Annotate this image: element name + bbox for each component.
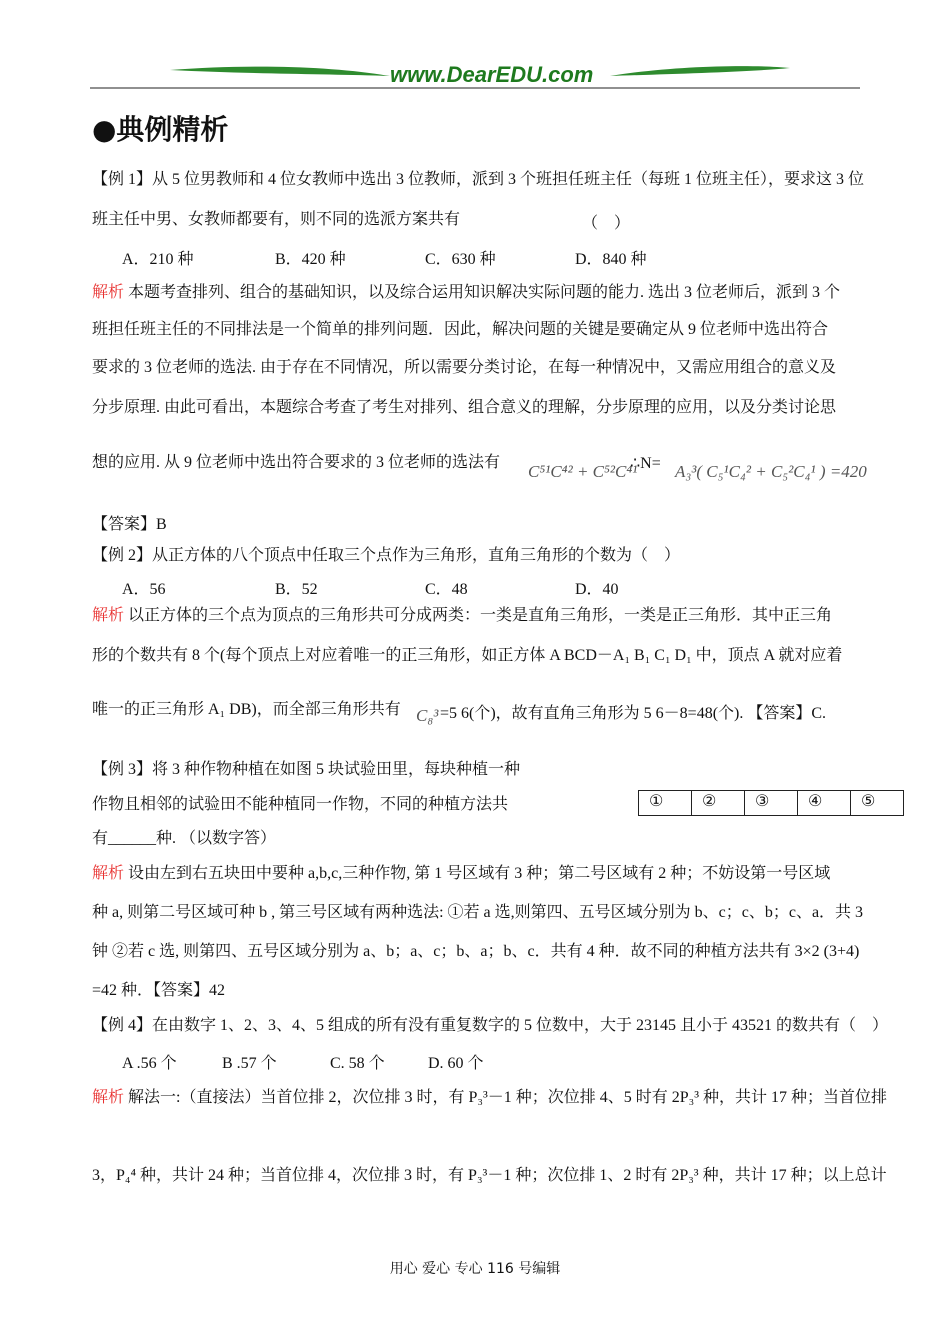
ex4-option-b: B .57 个 [222, 1055, 277, 1072]
ex4-option-c: C. 58 个 [330, 1055, 385, 1072]
ex3-line3: 有______种. （以数字答） [92, 830, 277, 847]
ex1-analysis-line1 [92, 283, 860, 303]
ex4-line1: 【例 4】在由数字 1、2、3、4、5 组成的所有没有重复数字的 5 位数中，大于 23145 且小于 43521 的数共有（ ） [92, 1017, 889, 1034]
section-title: ●典例精析 [92, 113, 229, 146]
analysis-label: 解析 [92, 1089, 125, 1106]
field-3: ③ [745, 791, 798, 816]
ex1-analysis-text1: 本题考查排列、组合的基础知识，以及综合运用知识解决实际问题的能力. 选出 3 位老师后，派到 3 个 [124, 284, 841, 301]
ex2-option-a: A．56 [122, 581, 166, 598]
field-5: ⑤ [851, 791, 904, 816]
analysis-label: 解析 [92, 865, 125, 882]
ex3-analysis-line3: 钟 ②若 c 选, 则第四、五号区域分别为 a、b；a、c；b、a；b、c．共有 4 种．故不同的种植方法共有 3×2 (3+4) [92, 943, 860, 960]
ex1-formula-a: C⁵¹C⁴² + C⁵²C⁴¹ [528, 462, 638, 481]
analysis-label: 解析 [92, 607, 125, 624]
ex4-analysis-text1: 解法一:（直接法）当首位排 2，次位排 3 时，有 P₃³－1 种；次位排 4、5 时有 2P₃³ 种，共计 17 种；当首位排 [124, 1089, 888, 1106]
ex3-analysis-line2: 种 a, 则第二号区域可种 b , 第三号区域有两种选法: ①若 a 选,则第四、五号区域分别为 b、c；c、b；c、a．共 3 [92, 904, 864, 921]
ex4-analysis-line2: 3，P₄⁴ 种，共计 24 种；当首位排 4，次位排 3 时，有 P₃³－1 种；次位排 1、2 时有 2P₃³ 种，共计 17 种；以上总计 [92, 1167, 887, 1184]
ex1-formula-b: A₃³( C₅¹C₄² + C₅²C₄¹ ) =420 [675, 462, 867, 481]
ex2-option-d: D．40 [575, 581, 619, 598]
ex1-answer: 【答案】B [92, 516, 167, 533]
ex1-paren: （ ） [582, 215, 631, 232]
field-4: ④ [798, 791, 851, 816]
ex2-analysis-line2: 形的个数共有 8 个(每个顶点上对应着唯一的正三角形，如正方体 A BCD－A₁ B₁ C₁ D₁ 中，顶点 A 就对应着 [92, 647, 843, 664]
field-table [638, 790, 904, 816]
field-2: ② [692, 791, 745, 816]
ex3-analysis-line4: =42 种．【答案】42 [92, 982, 226, 999]
ex1-therefore: ∴N= [630, 455, 661, 472]
ex1-option-b: B．420 种 [275, 251, 346, 268]
ex2-option-b: B．52 [275, 581, 318, 598]
ex1-line1: 【例 1】从 5 位男教师和 4 位女教师中选出 3 位教师，派到 3 个班担任班主任（每班 1 位班主任），要求这 3 位 [92, 171, 865, 188]
ex2-analysis-text1: 以正方体的三个点为顶点的三角形共可分成两类：一类是直角三角形，一类是正三角形．其中正三角 [124, 607, 833, 624]
analysis-label: 解析 [92, 284, 125, 301]
ex1-analysis-line4: 分步原理. 由此可看出，本题综合考查了考生对排列、组合意义的理解，分步原理的应用，以及分类讨论思 [92, 399, 837, 416]
ex2-c83: C₈³ [416, 706, 439, 725]
header-logo: www.DearEDU.com [390, 62, 594, 87]
ex3-line2: 作物且相邻的试验田不能种植同一作物，不同的种植方法共 [92, 796, 509, 813]
ex1-line2: 班主任中男、女教师都要有，则不同的选派方案共有 [92, 211, 461, 228]
page-footer: 用心 爱心 专心 116 号编辑 [389, 1261, 561, 1277]
ex1-option-d: D．840 种 [575, 251, 647, 268]
ex1-analysis-line2: 班担任班主任的不同排法是一个简单的排列问题．因此，解决问题的关键是要确定从 9 位老师中选出符合 [92, 321, 829, 338]
ex2-analysis-line1 [92, 606, 860, 626]
field-1: ① [639, 791, 692, 816]
ex1-analysis-line5: 想的应用. 从 9 位老师中选出符合要求的 3 位老师的选法有 [92, 454, 501, 471]
ex2-analysis-line3: 唯一的正三角形 A₁ DB)，而全部三角形共有 [92, 701, 401, 718]
ex1-option-c: C．630 种 [425, 251, 496, 268]
ex1-option-a: A．210 种 [122, 251, 194, 268]
ex3-line1: 【例 3】将 3 种作物种植在如图 5 块试验田里，每块种植一种 [92, 761, 521, 778]
ex1-analysis-line3: 要求的 3 位老师的选法. 由于存在不同情况，所以需要分类讨论，在每一种情况中，又需应用组合的意义及 [92, 359, 837, 376]
ex4-analysis-line1 [92, 1088, 888, 1108]
ex2-line1: 【例 2】从正方体的八个顶点中任取三个点作为三角形，直角三角形的个数为（ ） [92, 547, 681, 564]
ex4-option-a: A .56 个 [122, 1055, 177, 1072]
header-banner [90, 60, 860, 90]
ex3-analysis-line1 [92, 864, 860, 884]
ex4-option-d: D. 60 个 [428, 1055, 484, 1072]
ex3-analysis-text1: 设由左到右五块田中要种 a,b,c,三种作物, 第 1 号区域有 3 种；第二号区域有 2 种；不妨设第一号区域 [124, 865, 831, 882]
ex2-option-c: C．48 [425, 581, 468, 598]
ex2-analysis-line4: =5 6(个)，故有直角三角形为 5 6－8=48(个). 【答案】C. [440, 705, 827, 722]
